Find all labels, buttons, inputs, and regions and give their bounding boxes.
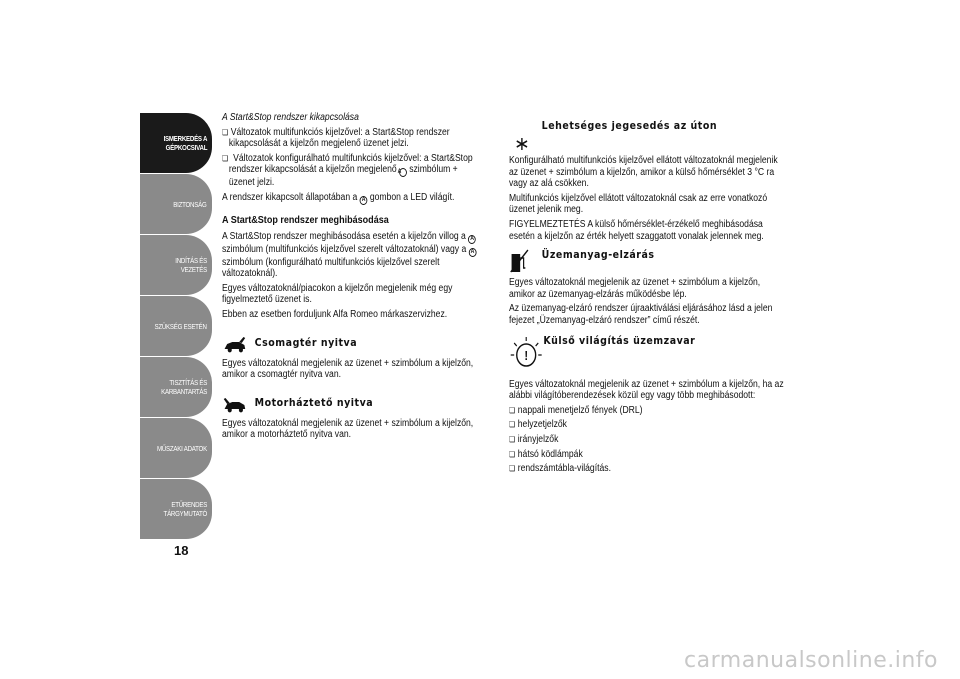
bullet-item: ❏ Változatok konfigurálható multifunkciós kijelzővel: a Start&Stop rendszer kikapcsolását a kijelzőn megjelenő A szimbólum + üzenet jelzi. <box>222 153 483 189</box>
trunk-open-heading: Csomagtér nyitva <box>254 335 358 349</box>
fuel-cutoff-icon <box>509 246 535 274</box>
exterior-light-fault-heading: Külső világítás üzemzavar <box>543 333 696 347</box>
tab-inditas[interactable]: INDÍTÁS ÉS VEZETÉS <box>140 235 212 295</box>
snowflake-icon <box>509 122 535 152</box>
fuel-cutoff-section <box>509 246 788 326</box>
svg-text:!: ! <box>524 347 529 363</box>
left-column <box>222 112 484 444</box>
paragraph: Egyes változatoknál megjelenik az üzenet + szimbólum a kijelzőn, ha az alábbi világítóberendezések közül egy vagy több meghibásodott: <box>509 378 784 402</box>
list-item: ❏ rendszámtábla-világítás. <box>509 463 788 475</box>
hood-open-section <box>222 393 483 441</box>
paragraph: A rendszer kikapcsolt állapotában a A gombon a LED világít. <box>222 191 455 203</box>
paragraph: Egyes változatoknál megjelenik az üzenet + szimbólum a kijelzőn, amikor a csomagtér nyitva van. <box>222 357 474 381</box>
ice-section <box>509 112 788 242</box>
startstop-off-title: A Start&Stop rendszer kikapcsolása <box>222 112 359 123</box>
bullet-item: ❏ Változatok multifunkciós kijelzővel: a Start&Stop rendszer kikapcsolását a kijelzőn megjelenő üzenet jelzi. <box>222 127 483 150</box>
paragraph: A Start&Stop rendszer meghibásodása esetén a kijelzőn villog a A szimbólum (multifunkciós kijelzővel szerelt változatoknál) vagy a A szimbólum (konfigurálható multifunkciós kijelzővel szerelt változatoknál). <box>222 231 483 280</box>
tab-tisztitas[interactable]: TISZTÍTÁS ÉS KARBANTARTÁS <box>140 357 212 417</box>
watermark: carmanualsonline.info <box>684 648 938 673</box>
hood-open-heading: Motorháztető nyitva <box>254 396 374 410</box>
list-item: ❏ irányjelzők <box>509 434 788 446</box>
paragraph: Egyes változatoknál megjelenik az üzenet + szimbólum a kijelzőn, amikor az üzemanyag-elzárás működésbe lép. <box>509 277 761 300</box>
fuel-cutoff-heading: Üzemanyag-elzárás <box>541 247 655 261</box>
paragraph: Ebben az esetben forduljunk Alfa Romeo márkaszervizhez. <box>222 308 448 320</box>
trunk-open-icon <box>222 335 248 355</box>
tab-muszaki[interactable]: MŰSZAKI ADATOK <box>140 418 212 478</box>
paragraph: FIGYELMEZTETÉS A külső hőmérséklet-érzékelő meghibásodása esetén a kijelzőn az érték helyett szaggatott vonalak jelennek meg. <box>509 218 764 242</box>
paragraph: Egyes változatoknál/piacokon a kijelzőn megjelenik még egy figyelmeztető üzenet is. <box>222 282 453 306</box>
tab-szukseg[interactable]: SZÜKSÉG ESETÉN <box>140 296 212 356</box>
exterior-light-fault-icon <box>509 333 543 373</box>
startstop-fault-icon-alt: A <box>469 248 477 257</box>
ice-heading: Lehetséges jegesedés az úton <box>541 119 718 133</box>
startstop-off-icon: A <box>399 168 407 177</box>
paragraph: Konfigurálható multifunkciós kijelzővel ellátott változatoknál megjelenik az üzenet + szimbólum a kijelzőn, amikor a külső hőmérséklet 3 °C ra vagy az alá csökken. <box>509 155 778 190</box>
exterior-light-fault-section <box>509 331 788 475</box>
list-item: ❏ hátsó ködlámpák <box>509 449 788 461</box>
startstop-fault-icon: A <box>468 235 476 244</box>
tab-ismerkedes[interactable]: ISMERKEDÉS A GÉPKOCSIVAL <box>140 113 212 173</box>
paragraph: Az üzemanyag-elzáró rendszer újraaktiválási eljárásához lásd a jelen fejezet „Üzemanyag-elzáró rendszer” című részét. <box>509 303 773 326</box>
trunk-open-section <box>222 333 483 381</box>
page-number: 18 <box>174 543 189 558</box>
startstop-button-icon: A <box>360 196 368 205</box>
tab-biztonsag[interactable]: BIZTONSÁG <box>140 174 212 234</box>
list-item: ❏ helyzetjelzők <box>509 419 788 431</box>
list-item: ❏ nappali menetjelző fények (DRL) <box>509 405 788 417</box>
paragraph: Multifunkciós kijelzővel ellátott változatoknál csak az erre vonatkozó üzenet jelenik meg. <box>509 192 768 216</box>
right-column <box>509 112 789 478</box>
fault-heading: A Start&Stop rendszer meghibásodása <box>222 213 389 226</box>
hood-open-icon <box>222 395 248 415</box>
paragraph: Egyes változatoknál megjelenik az üzenet + szimbólum a kijelzőn, amikor a motorháztető nyitva van. <box>222 417 474 441</box>
tab-targymutato[interactable]: ETŰRENDES TÁRGYMUTATÓ <box>140 479 212 539</box>
